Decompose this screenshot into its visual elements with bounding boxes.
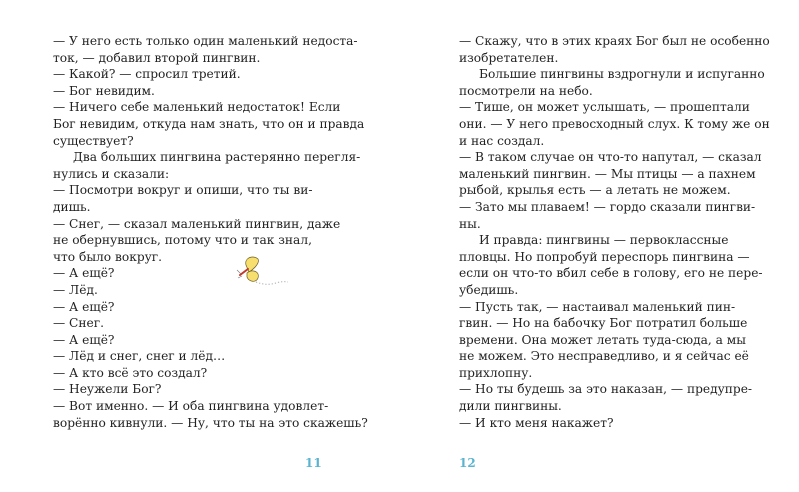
text-line: что было вокруг.	[53, 249, 163, 264]
text-line: — Бог невидим.	[53, 83, 155, 98]
text-line: — А ещё?	[53, 266, 115, 281]
text-line: Бог невидим, откуда нам знать, что он и правда	[53, 116, 365, 131]
butterfly-wing-lower	[247, 271, 258, 281]
butterfly-flight-trail	[256, 282, 288, 285]
text-line: И правда: пингвины — первоклассные	[479, 233, 729, 248]
text-line: — Пусть так, — настаивал маленький пин-	[459, 299, 736, 314]
text-line: они. — У него превосходный слух. К тому же он	[459, 116, 770, 131]
text-line: Два больших пингвина растерянно перегля-	[73, 150, 361, 165]
right-page	[459, 33, 770, 431]
text-line: гвин. — Но на бабочку Бог потратил больше	[459, 316, 748, 331]
text-line: изобретателен.	[459, 50, 559, 65]
text-line: — А ещё?	[53, 332, 115, 347]
text-line: маленький пингвин. — Мы птицы — а пахнем	[459, 166, 756, 181]
text-line: — Скажу, что в этих краях Бог был не особенно	[459, 34, 770, 48]
text-line: прихлопну.	[459, 365, 533, 380]
text-line: — Лёд и снег, снег и лёд…	[53, 349, 226, 364]
text-line: дишь.	[53, 199, 91, 214]
text-line: — А ещё?	[53, 299, 115, 314]
text-line: не можем. Это несправедливо, и я сейчас её	[459, 349, 749, 364]
butterfly-illustration	[232, 255, 292, 295]
page-number-right: 12	[459, 456, 476, 470]
text-line: ны.	[459, 216, 481, 231]
text-line: — Лёд.	[53, 282, 98, 297]
text-line: — Тише, он может услышать, — прошептали	[459, 100, 750, 115]
text-line: не обернувшись, потому что и так знал,	[53, 233, 312, 248]
text-line: — Снег.	[53, 316, 104, 331]
text-line: — Какой? — спросил третий.	[53, 67, 241, 82]
text-line: — В таком случае он что-то напутал, — сказал	[459, 150, 762, 165]
text-line: — Посмотри вокруг и опиши, что ты ви-	[53, 183, 313, 198]
text-line: если он что-то вбил себе в голову, его не пере-	[459, 266, 763, 281]
text-line: — Неужели Бог?	[53, 382, 162, 397]
text-line: и нас создал.	[459, 133, 545, 148]
text-line: пловцы. Но попробуй переспорь пингвина —	[459, 249, 750, 264]
text-line: — А кто всё это создал?	[53, 365, 208, 380]
text-line: нулись и сказали:	[53, 166, 170, 181]
text-line: — Снег, — сказал маленький пингвин, даже	[53, 216, 341, 231]
text-line: посмотрели на небо.	[459, 83, 593, 98]
text-line: — И кто меня накажет?	[459, 415, 614, 430]
text-line: рыбой, крылья есть — а летать не можем.	[459, 183, 731, 198]
text-line: ворённо кивнули. — Ну, что ты на это скажешь?	[53, 415, 368, 430]
page-number-left: 11	[305, 456, 322, 470]
text-line: — Зато мы плаваем! — гордо сказали пингви-	[459, 199, 756, 214]
text-line: убедишь.	[459, 282, 519, 297]
text-line: существует?	[53, 133, 134, 148]
text-line: дили пингвины.	[459, 399, 562, 414]
butterfly-icon	[237, 257, 288, 284]
text-line: — Но ты будешь за это наказан, — предупре-	[459, 382, 753, 397]
text-line: — Вот именно. — И оба пингвина удовлет-	[53, 399, 329, 414]
left-page	[53, 33, 368, 431]
text-line: Большие пингвины вздрогнули и испуганно	[479, 67, 765, 82]
text-line: ток, — добавил второй пингвин.	[53, 50, 261, 65]
text-line: — Ничего себе маленький недостаток! Если	[53, 100, 341, 115]
text-line: времени. Она может летать туда-сюда, а мы	[459, 332, 746, 347]
text-line: — У него есть только один маленький недоста-	[53, 34, 358, 48]
